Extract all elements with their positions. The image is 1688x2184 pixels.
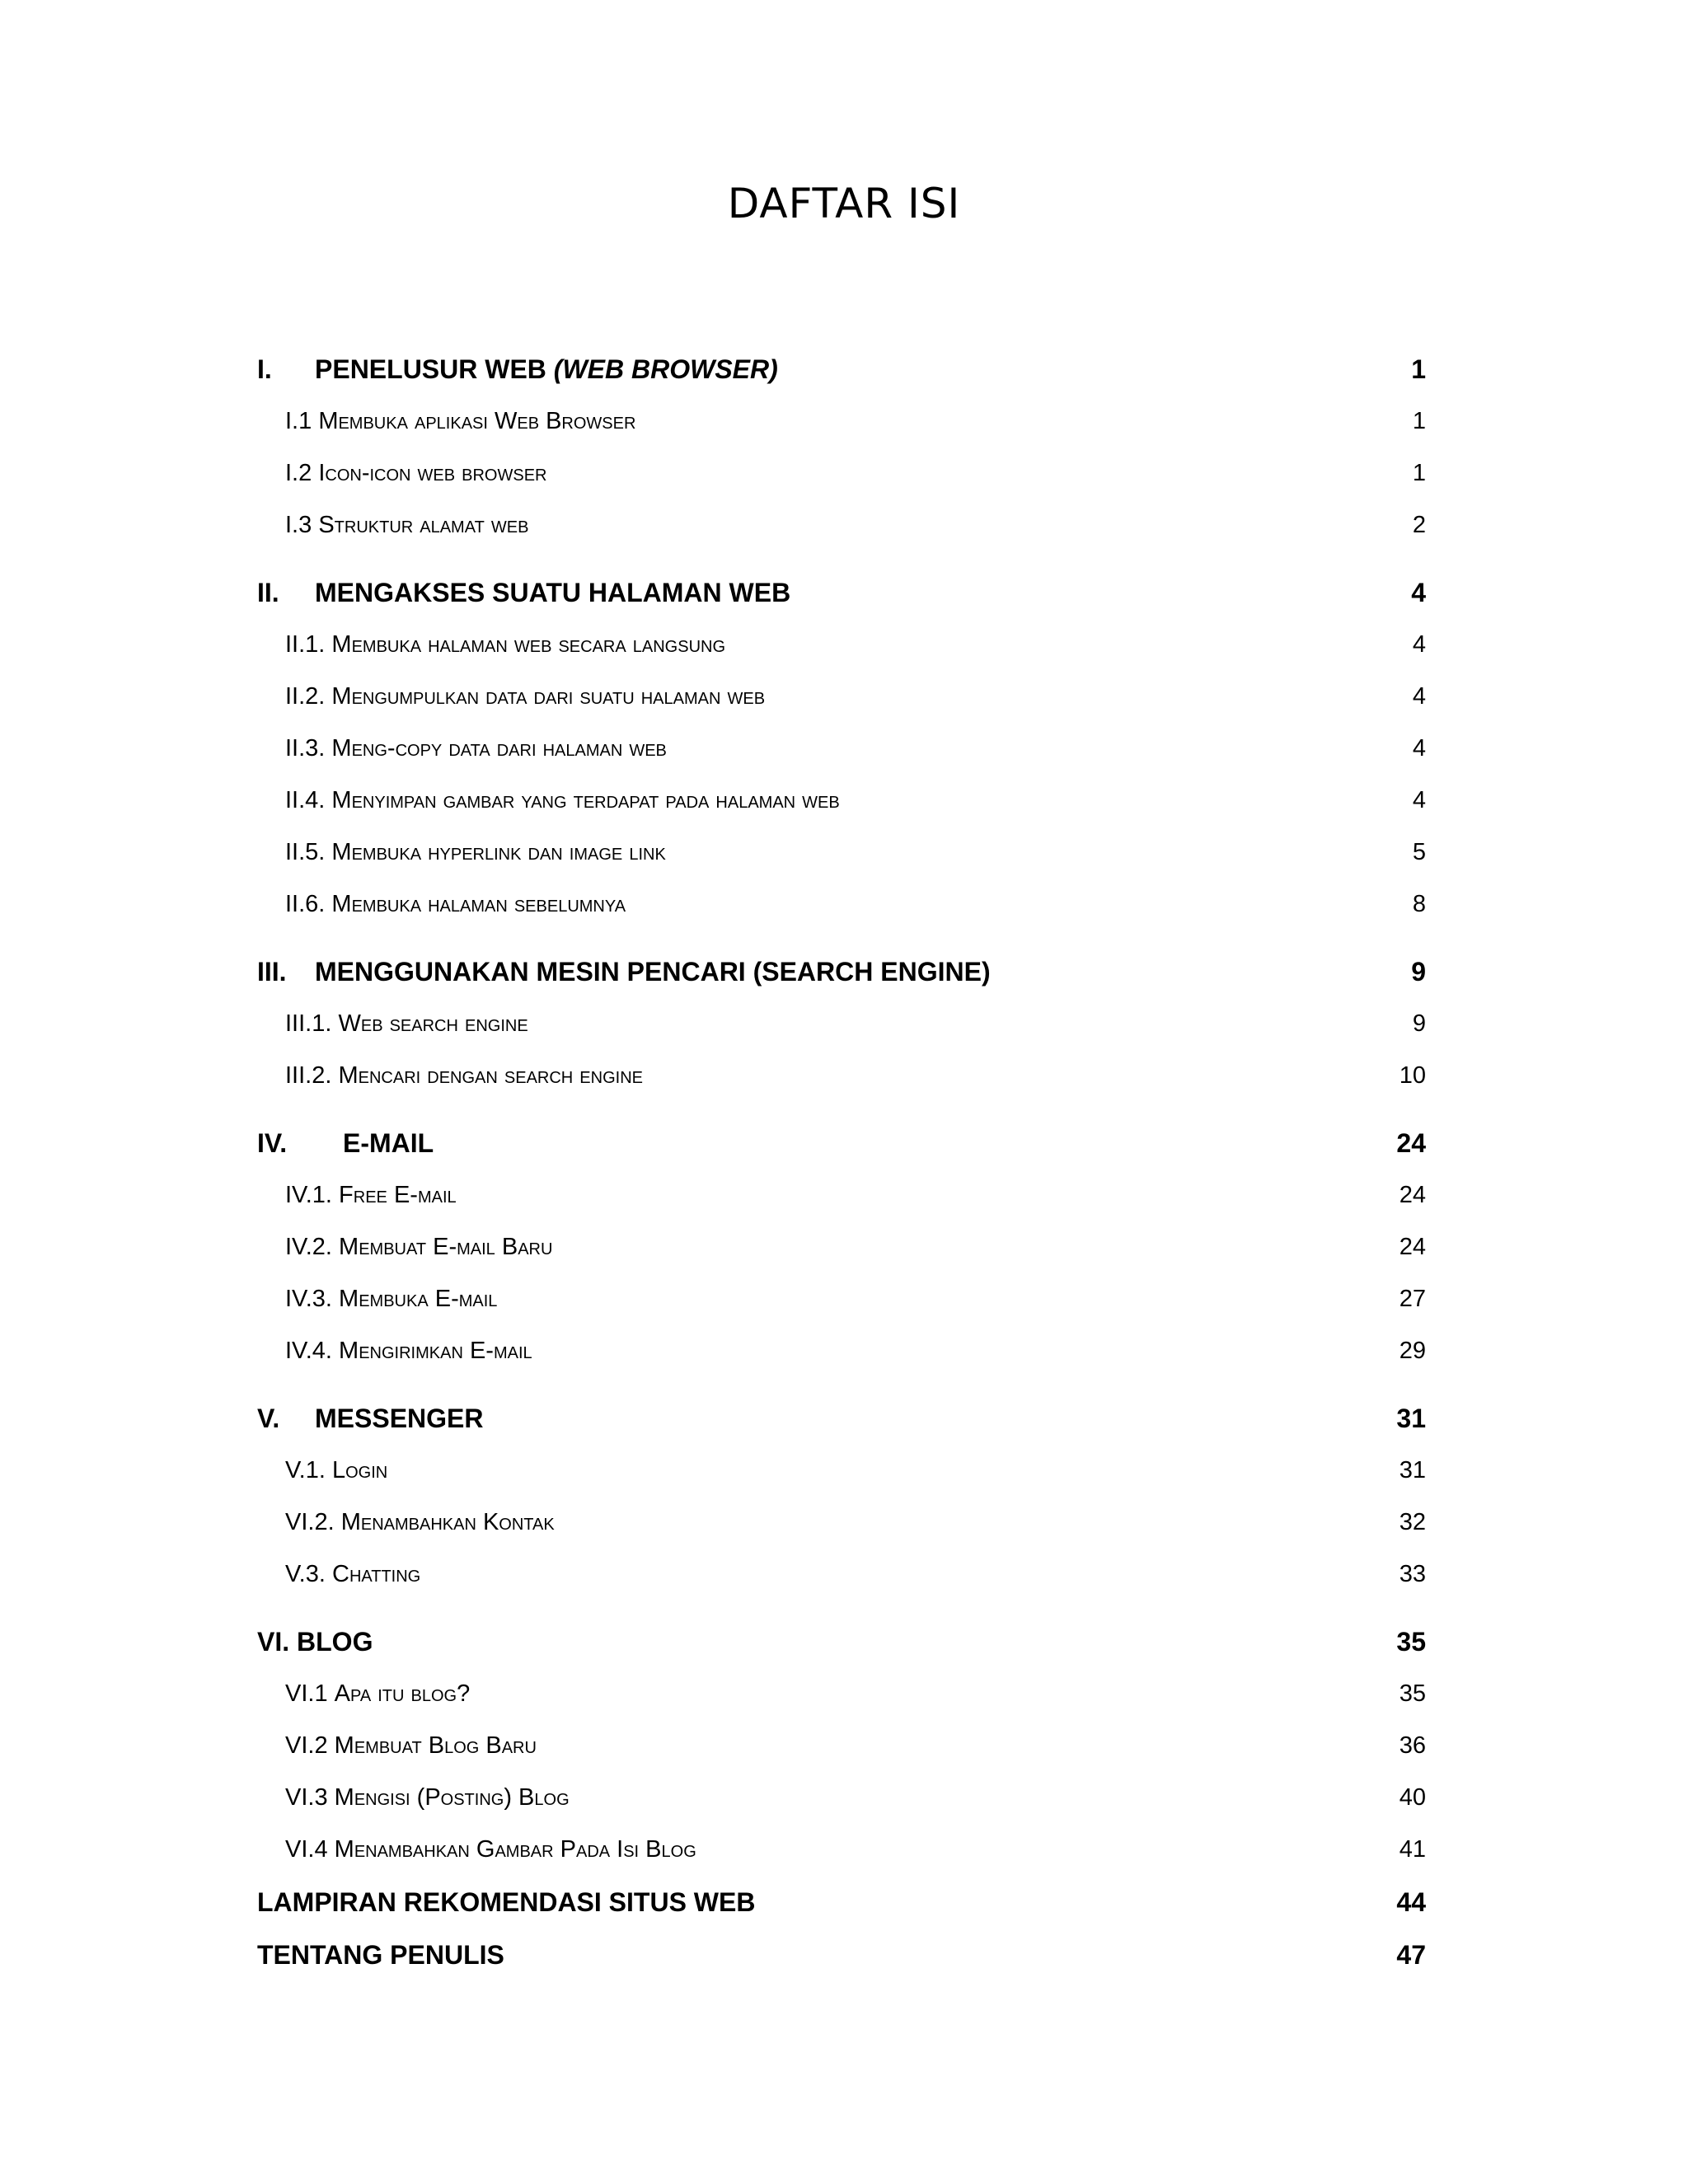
entry-number: VI.3 [285, 1784, 328, 1811]
chapter-title: MENGAKSES SUATU HALAMAN WEB [315, 578, 791, 607]
page-number: 1 [1411, 354, 1426, 384]
page-number: 31 [1396, 1404, 1426, 1433]
entry-title: Icon-icon web browser [318, 460, 547, 486]
entry-title: Membuka halaman web secara langsung [331, 631, 726, 658]
entry-heading [285, 1325, 532, 1377]
page-number: 9 [1412, 1010, 1426, 1037]
entry-number: IV.1. [285, 1182, 332, 1208]
chapter-title-italic: (WEB BROWSER) [553, 354, 778, 384]
entry-title: Struktur alamat web [318, 512, 529, 538]
chapter-heading [257, 566, 790, 619]
toc-entry[interactable] [257, 1445, 1426, 1497]
entry-heading [285, 723, 667, 775]
toc-chapter-6[interactable] [257, 1615, 1426, 1668]
page-number: 33 [1399, 1561, 1426, 1587]
entry-heading [285, 1549, 420, 1601]
toc-entry[interactable] [257, 396, 1426, 448]
toc-chapter-1[interactable] [257, 343, 1426, 396]
appendix-title: LAMPIRAN REKOMENDASI SITUS WEB [257, 1887, 756, 1917]
page-number: 5 [1412, 839, 1426, 865]
entry-title: Menambahkan Kontak [340, 1509, 555, 1535]
page-number: 35 [1396, 1627, 1426, 1657]
entry-heading [285, 1720, 537, 1772]
toc-entry[interactable] [257, 1169, 1426, 1221]
entry-title: Free E-mail [339, 1182, 457, 1208]
entry-number: VI.1 [285, 1680, 328, 1707]
chapter-title: PENELUSUR WEB [315, 354, 546, 384]
page-number: 9 [1411, 957, 1426, 987]
page-number: 1 [1412, 460, 1426, 486]
page-number: 4 [1412, 631, 1426, 658]
entry-title: Chatting [332, 1561, 421, 1587]
entry-number: IV.4. [285, 1338, 332, 1364]
entry-heading [285, 1772, 570, 1824]
page-number: 29 [1399, 1338, 1426, 1364]
entry-number: I.1 [285, 408, 312, 434]
chapter-title: BLOG [297, 1627, 373, 1657]
entry-title: Mengisi (Posting) Blog [334, 1784, 570, 1811]
entry-number: II.6. [285, 891, 326, 917]
table-of-contents [257, 343, 1426, 1981]
chapter-heading [257, 1615, 373, 1668]
toc-entry[interactable] [257, 671, 1426, 723]
chapter-number: I. [257, 354, 272, 384]
entry-number: II.5. [285, 839, 326, 865]
entry-heading [285, 1445, 387, 1497]
chapter-number: V. [257, 1404, 280, 1433]
toc-entry[interactable] [257, 1221, 1426, 1273]
toc-entry[interactable] [257, 827, 1426, 879]
toc-entry[interactable] [257, 448, 1426, 499]
entry-heading [285, 1497, 555, 1549]
entry-heading [285, 448, 546, 499]
entry-number: V.1. [285, 1457, 326, 1483]
entry-title: Menyimpan gambar yang terdapat pada halaman web [331, 787, 840, 813]
chapter-heading [257, 1392, 483, 1445]
chapter-number: VI. [257, 1627, 290, 1657]
entry-number: III.1. [285, 1010, 332, 1037]
entry-heading [285, 1824, 696, 1876]
entry-title: Membuka hyperlink dan image link [331, 839, 666, 865]
page-number: 8 [1412, 891, 1426, 917]
toc-chapter-3[interactable] [257, 945, 1426, 998]
toc-entry[interactable] [257, 1668, 1426, 1720]
entry-heading [285, 998, 528, 1050]
appendix-title: TENTANG PENULIS [257, 1940, 504, 1970]
toc-entry[interactable] [257, 998, 1426, 1050]
entry-heading [285, 827, 666, 879]
toc-entry[interactable] [257, 499, 1426, 551]
chapter-number: II. [257, 578, 279, 607]
entry-heading [285, 1050, 643, 1102]
page-number: 27 [1399, 1286, 1426, 1312]
toc-appendix-recommendations[interactable] [257, 1876, 1426, 1929]
entry-title: Web search engine [338, 1010, 528, 1037]
page-number: 4 [1411, 578, 1426, 607]
entry-number: VI.2 [285, 1732, 328, 1759]
page-number: 24 [1399, 1182, 1426, 1208]
page-number: 36 [1399, 1732, 1426, 1759]
chapter-heading [257, 1117, 434, 1169]
entry-heading [285, 671, 765, 723]
toc-entry[interactable] [257, 1325, 1426, 1377]
toc-entry[interactable] [257, 1273, 1426, 1325]
entry-title: Menambahkan Gambar Pada Isi Blog [334, 1836, 696, 1863]
entry-title: Membuka aplikasi Web Browser [318, 408, 636, 434]
toc-entry[interactable] [257, 723, 1426, 775]
entry-number: VI.4 [285, 1836, 328, 1863]
entry-title: Membuka E-mail [339, 1286, 498, 1312]
page-number: 4 [1412, 787, 1426, 813]
page-number: 44 [1396, 1887, 1426, 1917]
toc-entry[interactable] [257, 879, 1426, 930]
entry-title: Login [332, 1457, 388, 1483]
page-number: 47 [1396, 1940, 1426, 1970]
entry-number: IV.2. [285, 1234, 332, 1260]
toc-entry[interactable] [257, 1824, 1426, 1876]
page-number: 32 [1399, 1509, 1426, 1535]
entry-title: Meng-copy data dari halaman web [331, 735, 667, 762]
page-number: 2 [1412, 512, 1426, 538]
toc-chapter-4[interactable] [257, 1117, 1426, 1169]
entry-title: Membuka halaman sebelumnya [331, 891, 626, 917]
entry-heading [285, 1221, 552, 1273]
chapter-title: MESSENGER [315, 1404, 484, 1433]
toc-entry[interactable] [257, 1497, 1426, 1549]
entry-title: Mengirimkan E-mail [339, 1338, 532, 1364]
page-number: 1 [1412, 408, 1426, 434]
entry-title: Apa itu blog? [334, 1680, 471, 1707]
entry-number: II.2. [285, 683, 326, 710]
entry-heading [285, 499, 528, 551]
entry-heading [285, 1273, 497, 1325]
entry-number: IV.3. [285, 1286, 332, 1312]
page-number: 24 [1399, 1234, 1426, 1260]
entry-heading [285, 775, 840, 827]
page-number: 40 [1399, 1784, 1426, 1811]
toc-entry[interactable] [257, 1549, 1426, 1601]
entry-heading [285, 1668, 470, 1720]
page-number: 4 [1412, 683, 1426, 710]
entry-heading [285, 879, 626, 930]
chapter-heading [257, 343, 778, 396]
page-number: 10 [1399, 1062, 1426, 1089]
entry-number: III.2. [285, 1062, 332, 1089]
toc-entry[interactable] [257, 1720, 1426, 1772]
entry-number: V.3. [285, 1561, 326, 1587]
entry-title: Membuat Blog Baru [334, 1732, 537, 1759]
chapter-heading [257, 945, 991, 998]
toc-entry[interactable] [257, 619, 1426, 671]
toc-entry[interactable] [257, 1772, 1426, 1824]
toc-about-author[interactable] [257, 1929, 1426, 1981]
entry-heading [285, 1169, 457, 1221]
entry-title: Membuat E-mail Baru [339, 1234, 553, 1260]
entry-number: I.3 [285, 512, 312, 538]
chapter-number: IV. [257, 1128, 288, 1158]
toc-entry[interactable] [257, 1050, 1426, 1102]
page-number: 4 [1412, 735, 1426, 762]
page-title: DAFTAR ISI [727, 180, 961, 227]
entry-number: II.3. [285, 735, 326, 762]
toc-chapter-2[interactable] [257, 566, 1426, 619]
entry-title: Mengumpulkan data dari suatu halaman web [331, 683, 766, 710]
entry-heading [285, 619, 725, 671]
page-number: 41 [1399, 1836, 1426, 1863]
entry-number: VI.2. [285, 1509, 335, 1535]
entry-number: II.1. [285, 631, 326, 658]
page-number: 31 [1399, 1457, 1426, 1483]
page-number: 24 [1396, 1128, 1426, 1158]
entry-number: II.4. [285, 787, 326, 813]
entry-title: Mencari dengan search engine [338, 1062, 643, 1089]
toc-entry[interactable] [257, 775, 1426, 827]
chapter-number: III. [257, 957, 287, 987]
page-number: 35 [1399, 1680, 1426, 1707]
chapter-title: E-MAIL [343, 1128, 434, 1158]
entry-heading [285, 396, 635, 448]
chapter-title: MENGGUNAKAN MESIN PENCARI (SEARCH ENGINE) [315, 957, 991, 987]
toc-chapter-5[interactable] [257, 1392, 1426, 1445]
entry-number: I.2 [285, 460, 312, 486]
